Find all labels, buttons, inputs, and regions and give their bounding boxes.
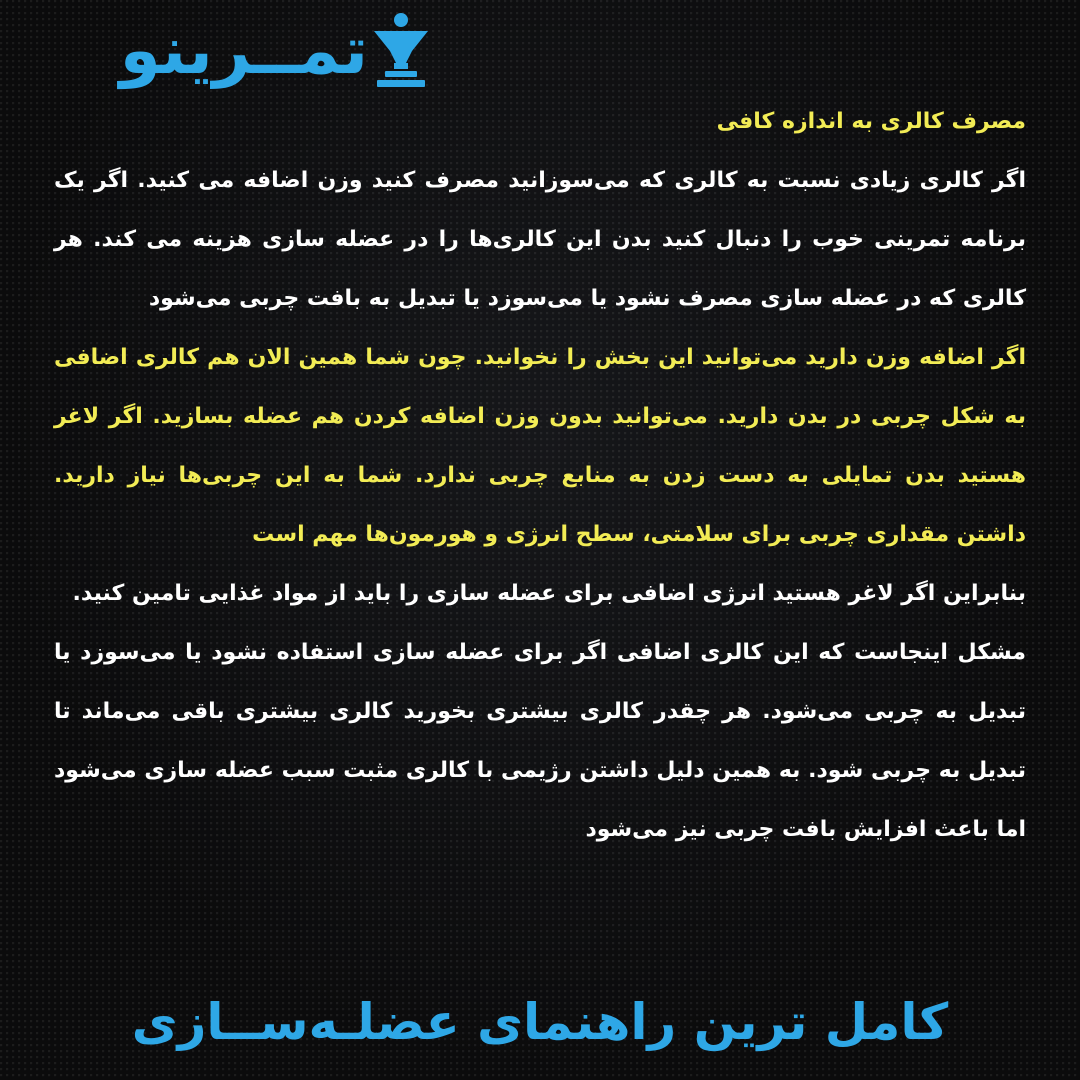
paragraph-overweight-note: اگر اضافه وزن دارید می‌توانید این بخش را نخوانید. چون شما همین الان هم کالری اضافی به شکل چربی در بدن دارید. می‌توانید بدون وزن اضافه کردن هم عضله بسازید. اگر لاغر هستید بدن تمایلی به دست زدن به منابع چربی ندارد. شما به این چربی‌ها نیاز دارید. داشتن مقداری چربی برای سلامتی، سطح انرژی و هورمون‌ها مهم است: [54, 345, 1026, 547]
paragraph-skinny-energy: بنابراین اگر لاغر هستید انرژی اضافی برای عضله سازی را باید از مواد غذایی تامین کنید.: [72, 581, 1026, 606]
article-body: [54, 92, 1026, 859]
brand-name: تمــرينو: [119, 12, 368, 89]
paragraph-problem: مشکل اینجاست که این کالری اضافی اگر برای عضله سازی استفاده نشود یا می‌سوزد یا تبدیل به چربی می‌شود. هر چقدر کالری بیشتری بخورید کالری بیشتری باقی می‌ماند تا تبدیل به چربی شود. به همین دلیل داشتن رژیمی با کالری مثبت سبب عضله سازی می‌شود اما باعث افزایش بافت چربی نیز می‌شود: [54, 640, 1026, 842]
brand-logo: [18, 6, 438, 96]
article-heading: مصرف کالری به اندازه کافی: [716, 109, 1026, 134]
paragraph-calorie-surplus: اگر کالری زیادی نسبت به کالری که می‌سوزانید مصرف کنید وزن اضافه می کنید. اگر یک برنامه تمرینی خوب را دنبال کنید بدن این کالری‌ها را در عضله سازی هزینه می کند. هر کالری که در عضله سازی مصرف نشود یا می‌سوزد یا تبدیل به بافت چربی می‌شود: [54, 168, 1026, 311]
footer-tagline: کامل ترین راهنمای عضلـه‌ســازی: [131, 993, 949, 1051]
trophy-cup-icon: [368, 11, 434, 91]
